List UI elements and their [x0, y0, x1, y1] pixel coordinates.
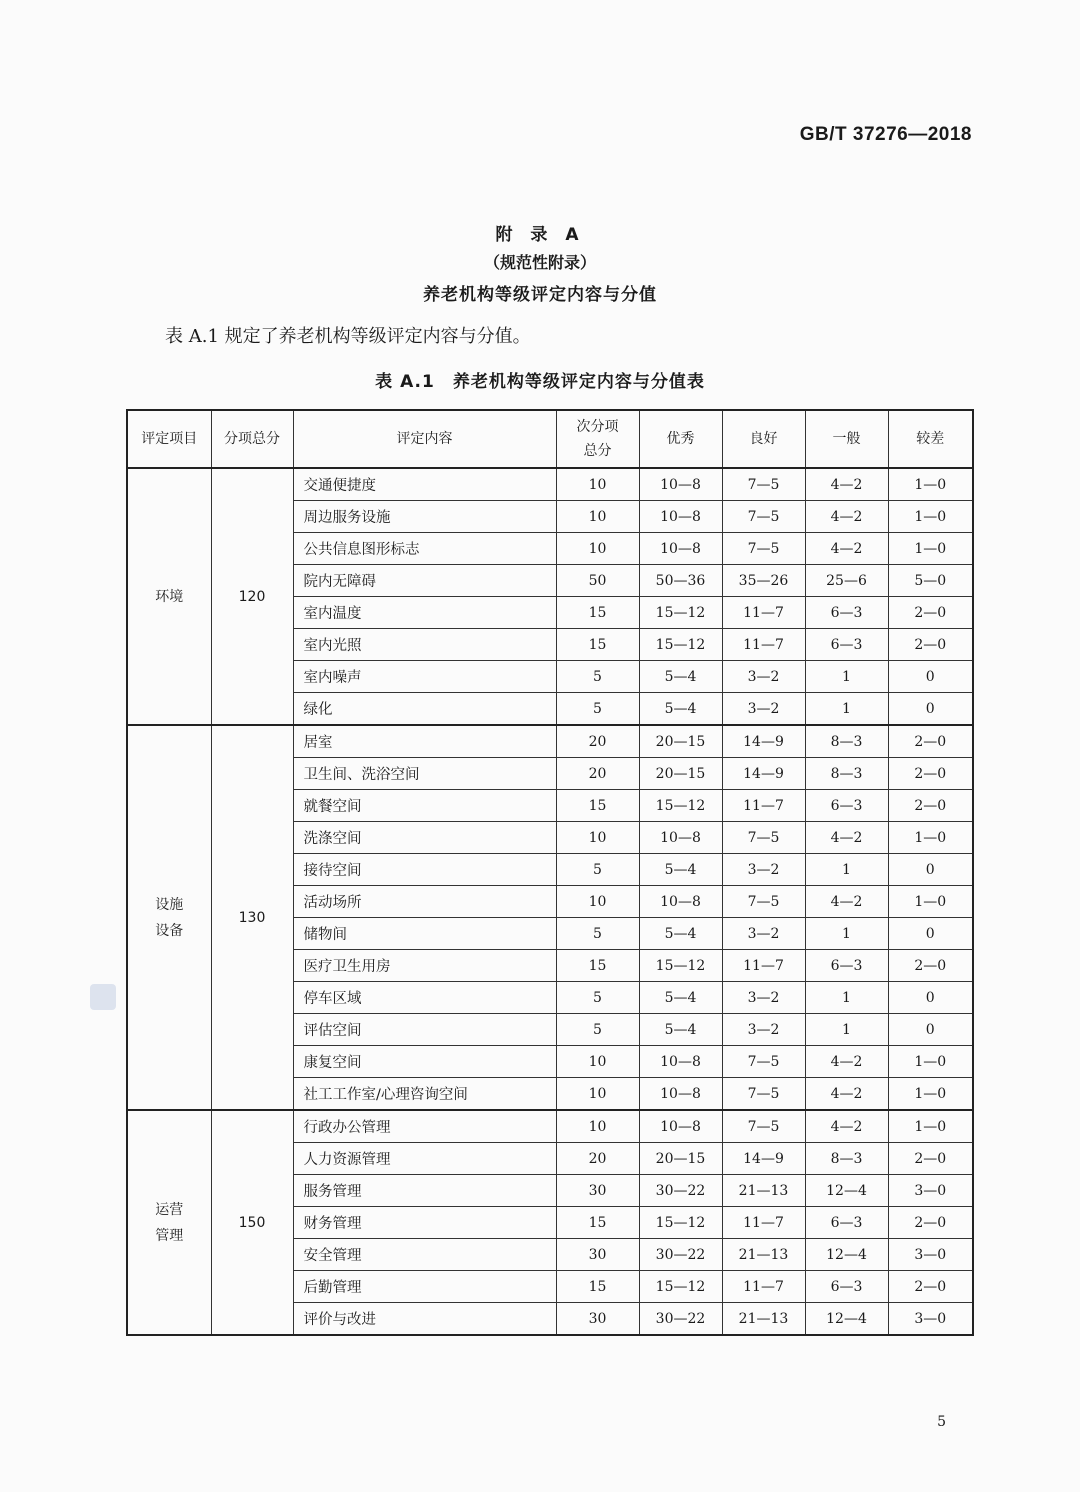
sub-total-cell: 20 — [556, 758, 639, 790]
fair-cell: 8—3 — [805, 725, 888, 758]
poor-cell: 2—0 — [888, 629, 973, 661]
content-cell: 卫生间、洗浴空间 — [293, 758, 556, 790]
excellent-cell: 15—12 — [639, 629, 722, 661]
content-cell: 室内噪声 — [293, 661, 556, 693]
sub-total-cell: 20 — [556, 725, 639, 758]
poor-cell: 2—0 — [888, 1271, 973, 1303]
content-cell: 洗涤空间 — [293, 822, 556, 854]
sub-total-cell: 10 — [556, 886, 639, 918]
sub-total-cell: 5 — [556, 661, 639, 693]
table-row — [127, 1110, 973, 1143]
fair-cell: 4—2 — [805, 822, 888, 854]
excellent-cell: 5—4 — [639, 854, 722, 886]
content-cell: 评价与改进 — [293, 1303, 556, 1336]
col-header-content: 评定内容 — [293, 410, 556, 468]
excellent-cell: 10—8 — [639, 1110, 722, 1143]
excellent-cell: 50—36 — [639, 565, 722, 597]
fair-cell: 4—2 — [805, 1046, 888, 1078]
poor-cell: 2—0 — [888, 725, 973, 758]
fair-cell: 1 — [805, 693, 888, 726]
fair-cell: 6—3 — [805, 629, 888, 661]
col-header-good: 良好 — [722, 410, 805, 468]
col-header-item-total: 分项总分 — [211, 410, 293, 468]
excellent-cell: 15—12 — [639, 950, 722, 982]
fair-cell: 1 — [805, 982, 888, 1014]
content-cell: 公共信息图形标志 — [293, 533, 556, 565]
poor-cell: 1—0 — [888, 1046, 973, 1078]
fair-cell: 4—2 — [805, 468, 888, 501]
sub-total-cell: 30 — [556, 1175, 639, 1207]
excellent-cell: 15—12 — [639, 597, 722, 629]
poor-cell: 5—0 — [888, 565, 973, 597]
appendix-subtitle: （规范性附录） — [483, 253, 596, 272]
page-number: 5 — [937, 1414, 946, 1430]
content-cell: 医疗卫生用房 — [293, 950, 556, 982]
good-cell: 3—2 — [722, 918, 805, 950]
good-cell: 3—2 — [722, 982, 805, 1014]
fair-cell: 4—2 — [805, 886, 888, 918]
category-cell: 运营 管理 — [127, 1110, 211, 1335]
appendix-title: 附 录 A — [495, 225, 585, 245]
sub-total-cell: 10 — [556, 1110, 639, 1143]
category-cell: 环境 — [127, 468, 211, 725]
good-cell: 14—9 — [722, 1143, 805, 1175]
watermark-stamp — [90, 984, 116, 1010]
poor-cell: 3—0 — [888, 1303, 973, 1336]
col-header-item: 评定项目 — [127, 410, 211, 468]
content-cell: 社工工作室/心理咨询空间 — [293, 1078, 556, 1111]
good-cell: 3—2 — [722, 854, 805, 886]
excellent-cell: 10—8 — [639, 1046, 722, 1078]
sub-total-cell: 5 — [556, 918, 639, 950]
excellent-cell: 5—4 — [639, 661, 722, 693]
content-cell: 交通便捷度 — [293, 468, 556, 501]
content-cell: 绿化 — [293, 693, 556, 726]
poor-cell: 3—0 — [888, 1175, 973, 1207]
sub-total-cell: 15 — [556, 597, 639, 629]
poor-cell: 0 — [888, 918, 973, 950]
fair-cell: 4—2 — [805, 533, 888, 565]
excellent-cell: 30—22 — [639, 1303, 722, 1336]
content-cell: 周边服务设施 — [293, 501, 556, 533]
good-cell: 7—5 — [722, 1110, 805, 1143]
fair-cell: 12—4 — [805, 1303, 888, 1336]
col-header-sub-total: 次分项 总分 — [556, 410, 639, 468]
poor-cell: 0 — [888, 854, 973, 886]
col-header-fair: 一般 — [805, 410, 888, 468]
score-table — [126, 409, 974, 1336]
content-cell: 服务管理 — [293, 1175, 556, 1207]
table-row — [127, 725, 973, 758]
excellent-cell: 10—8 — [639, 533, 722, 565]
excellent-cell: 5—4 — [639, 918, 722, 950]
sub-total-cell: 15 — [556, 1271, 639, 1303]
content-cell: 室内光照 — [293, 629, 556, 661]
excellent-cell: 10—8 — [639, 501, 722, 533]
excellent-cell: 30—22 — [639, 1175, 722, 1207]
fair-cell: 12—4 — [805, 1175, 888, 1207]
good-cell: 11—7 — [722, 950, 805, 982]
table-caption: 表 A.1 养老机构等级评定内容与分值表 — [375, 372, 705, 392]
good-cell: 11—7 — [722, 629, 805, 661]
fair-cell: 4—2 — [805, 1110, 888, 1143]
good-cell: 21—13 — [722, 1303, 805, 1336]
excellent-cell: 10—8 — [639, 468, 722, 501]
good-cell: 7—5 — [722, 533, 805, 565]
content-cell: 居室 — [293, 725, 556, 758]
good-cell: 3—2 — [722, 1014, 805, 1046]
excellent-cell: 5—4 — [639, 982, 722, 1014]
content-cell: 后勤管理 — [293, 1271, 556, 1303]
good-cell: 7—5 — [722, 1046, 805, 1078]
sub-total-cell: 5 — [556, 693, 639, 726]
content-cell: 安全管理 — [293, 1239, 556, 1271]
sub-total-cell: 5 — [556, 1014, 639, 1046]
poor-cell: 2—0 — [888, 1207, 973, 1239]
sub-total-cell: 15 — [556, 629, 639, 661]
sub-total-cell: 10 — [556, 533, 639, 565]
fair-cell: 4—2 — [805, 501, 888, 533]
fair-cell: 4—2 — [805, 1078, 888, 1111]
sub-total-cell: 10 — [556, 822, 639, 854]
excellent-cell: 20—15 — [639, 758, 722, 790]
content-cell: 储物间 — [293, 918, 556, 950]
poor-cell: 0 — [888, 982, 973, 1014]
table-header-row — [127, 410, 973, 468]
excellent-cell: 5—4 — [639, 1014, 722, 1046]
appendix-heading: 养老机构等级评定内容与分值 — [423, 285, 657, 305]
intro-paragraph: 表 A.1 规定了养老机构等级评定内容与分值。 — [165, 326, 531, 347]
good-cell: 3—2 — [722, 661, 805, 693]
excellent-cell: 10—8 — [639, 822, 722, 854]
fair-cell: 6—3 — [805, 1207, 888, 1239]
excellent-cell: 15—12 — [639, 1207, 722, 1239]
good-cell: 7—5 — [722, 1078, 805, 1111]
fair-cell: 12—4 — [805, 1239, 888, 1271]
sub-total-cell: 50 — [556, 565, 639, 597]
good-cell: 11—7 — [722, 597, 805, 629]
content-cell: 康复空间 — [293, 1046, 556, 1078]
content-cell: 停车区域 — [293, 982, 556, 1014]
sub-total-cell: 20 — [556, 1143, 639, 1175]
sub-total-cell: 15 — [556, 1207, 639, 1239]
good-cell: 11—7 — [722, 1207, 805, 1239]
fair-cell: 1 — [805, 918, 888, 950]
fair-cell: 25—6 — [805, 565, 888, 597]
good-cell: 7—5 — [722, 822, 805, 854]
good-cell: 14—9 — [722, 725, 805, 758]
standard-number: GB/T 37276—2018 — [799, 124, 972, 145]
content-cell: 财务管理 — [293, 1207, 556, 1239]
good-cell: 3—2 — [722, 693, 805, 726]
content-cell: 就餐空间 — [293, 790, 556, 822]
content-cell: 行政办公管理 — [293, 1110, 556, 1143]
good-cell: 11—7 — [722, 1271, 805, 1303]
poor-cell: 1—0 — [888, 886, 973, 918]
table-row — [127, 468, 973, 501]
content-cell: 接待空间 — [293, 854, 556, 886]
content-cell: 室内温度 — [293, 597, 556, 629]
content-cell: 活动场所 — [293, 886, 556, 918]
excellent-cell: 30—22 — [639, 1239, 722, 1271]
sub-total-cell: 5 — [556, 854, 639, 886]
sub-total-cell: 15 — [556, 790, 639, 822]
poor-cell: 2—0 — [888, 790, 973, 822]
good-cell: 7—5 — [722, 886, 805, 918]
poor-cell: 1—0 — [888, 1110, 973, 1143]
sub-total-cell: 10 — [556, 1078, 639, 1111]
good-cell: 35—26 — [722, 565, 805, 597]
content-cell: 人力资源管理 — [293, 1143, 556, 1175]
sub-total-cell: 10 — [556, 501, 639, 533]
excellent-cell: 15—12 — [639, 1271, 722, 1303]
excellent-cell: 10—8 — [639, 886, 722, 918]
fair-cell: 6—3 — [805, 790, 888, 822]
fair-cell: 6—3 — [805, 597, 888, 629]
poor-cell: 1—0 — [888, 1078, 973, 1111]
excellent-cell: 15—12 — [639, 790, 722, 822]
fair-cell: 1 — [805, 1014, 888, 1046]
fair-cell: 1 — [805, 661, 888, 693]
content-cell: 院内无障碍 — [293, 565, 556, 597]
excellent-cell: 20—15 — [639, 1143, 722, 1175]
poor-cell: 1—0 — [888, 822, 973, 854]
sub-total-cell: 30 — [556, 1303, 639, 1336]
category-cell: 设施 设备 — [127, 725, 211, 1110]
good-cell: 7—5 — [722, 501, 805, 533]
sub-total-cell: 5 — [556, 982, 639, 1014]
good-cell: 7—5 — [722, 468, 805, 501]
poor-cell: 1—0 — [888, 468, 973, 501]
poor-cell: 2—0 — [888, 758, 973, 790]
poor-cell: 0 — [888, 1014, 973, 1046]
good-cell: 14—9 — [722, 758, 805, 790]
fair-cell: 8—3 — [805, 758, 888, 790]
good-cell: 21—13 — [722, 1239, 805, 1271]
fair-cell: 1 — [805, 854, 888, 886]
fair-cell: 8—3 — [805, 1143, 888, 1175]
fair-cell: 6—3 — [805, 1271, 888, 1303]
excellent-cell: 5—4 — [639, 693, 722, 726]
col-header-poor: 较差 — [888, 410, 973, 468]
poor-cell: 2—0 — [888, 950, 973, 982]
sub-total-cell: 30 — [556, 1239, 639, 1271]
sub-total-cell: 15 — [556, 950, 639, 982]
poor-cell: 3—0 — [888, 1239, 973, 1271]
sub-total-cell: 10 — [556, 1046, 639, 1078]
good-cell: 21—13 — [722, 1175, 805, 1207]
poor-cell: 0 — [888, 661, 973, 693]
poor-cell: 2—0 — [888, 1143, 973, 1175]
content-cell: 评估空间 — [293, 1014, 556, 1046]
sub-total-cell: 10 — [556, 468, 639, 501]
table-body — [127, 468, 973, 1335]
poor-cell: 2—0 — [888, 597, 973, 629]
category-total-cell: 150 — [211, 1110, 293, 1335]
poor-cell: 1—0 — [888, 533, 973, 565]
fair-cell: 6—3 — [805, 950, 888, 982]
category-total-cell: 130 — [211, 725, 293, 1110]
excellent-cell: 20—15 — [639, 725, 722, 758]
category-total-cell: 120 — [211, 468, 293, 725]
good-cell: 11—7 — [722, 790, 805, 822]
poor-cell: 0 — [888, 693, 973, 726]
poor-cell: 1—0 — [888, 501, 973, 533]
col-header-excellent: 优秀 — [639, 410, 722, 468]
excellent-cell: 10—8 — [639, 1078, 722, 1111]
